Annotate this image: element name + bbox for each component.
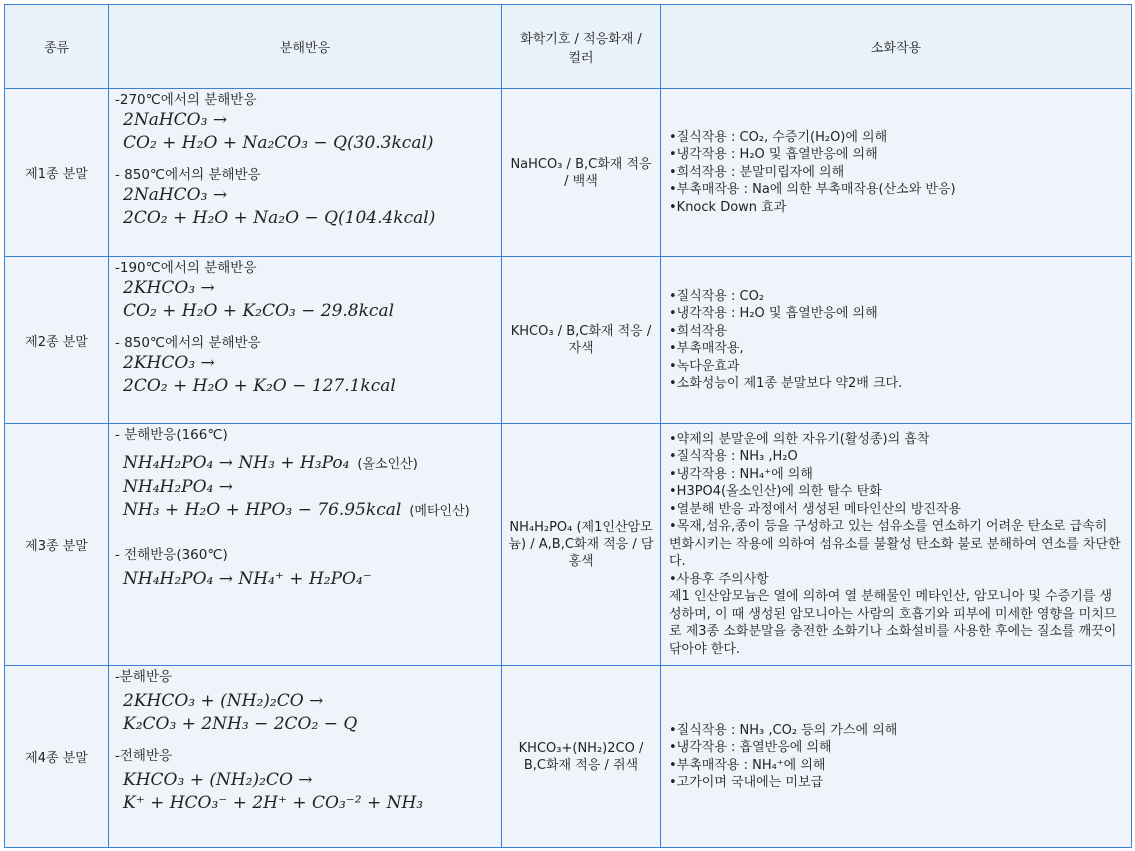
- equation: 2CO₂ + H₂O + K₂O − 127.1kcal: [123, 376, 396, 396]
- equation: NH₄H₂PO₄ →: [123, 477, 233, 497]
- effect-item: •질식작용 : CO₂, 수증기(H₂O)에 의해: [669, 129, 888, 145]
- effect-item: •H3PO4(올소인산)에 의한 탈수 탄화: [669, 484, 882, 500]
- equation: K₂CO₃ + 2NH₃ − 2CO₂ − Q: [123, 714, 358, 734]
- header-type: 종류: [5, 5, 109, 89]
- header-symbol: 화학기호 / 적응화재 / 컬러: [502, 5, 661, 89]
- effect-item: •질식작용 : NH₃ ,CO₂ 등의 가스에 의해: [669, 722, 898, 738]
- effect-cell: [661, 424, 1132, 666]
- effect-item: •부촉매작용,: [669, 341, 744, 356]
- effect-item: •고가이며 국내에는 미보급: [669, 775, 824, 790]
- table-row: [5, 666, 1132, 848]
- reaction-label: - 분해반응(166℃): [115, 427, 228, 443]
- reaction-label: -분해반응: [115, 669, 173, 685]
- equation: NH₄H₂PO₄ → NH₃ + H₃Po₄ (올소인산): [123, 453, 418, 473]
- effect-cell: [661, 257, 1132, 424]
- equation: CO₂ + H₂O + Na₂CO₃ − Q(30.3kcal): [123, 133, 434, 153]
- effect-item: •부촉매작용 : NH₄⁺에 의해: [669, 757, 826, 773]
- equation: KHCO₃ + (NH₂)₂CO →: [123, 770, 313, 790]
- reaction-label: - 850℃에서의 분해반응: [115, 335, 261, 351]
- effect-item: •냉각작용 : 흡열반응에 의해: [669, 740, 832, 755]
- reaction-cell: [109, 666, 502, 848]
- effect-item: •냉각작용 : H₂O 및 흡열반응에 의해: [669, 306, 878, 321]
- reaction-label: -전해반응: [115, 748, 173, 764]
- header-row: [5, 5, 1132, 89]
- reaction-label: -190℃에서의 분해반응: [115, 260, 257, 276]
- equation-note: (올소인산): [357, 457, 418, 472]
- reaction-cell: [109, 257, 502, 424]
- effect-item: •사용후 주의사항: [669, 571, 769, 587]
- reaction-cell: [109, 89, 502, 257]
- effect-item: •Knock Down 효과: [669, 199, 787, 215]
- type-cell: 제4종 분말: [5, 666, 109, 848]
- effect-cell: [661, 89, 1132, 257]
- equation: K⁺ + HCO₃⁻ + 2H⁺ + CO₃⁻² + NH₃: [123, 793, 424, 813]
- table-row: [5, 424, 1132, 666]
- effect-item: •희석작용: [669, 323, 727, 339]
- equation: 2KHCO₃ →: [123, 278, 215, 298]
- header-effect: 소화작용: [661, 5, 1132, 89]
- equation: NH₃ + H₂O + HPO₃ − 76.95kcal (메타인산): [123, 500, 470, 520]
- table-row: [5, 89, 1132, 257]
- effect-item: •부촉매작용 : Na에 의한 부촉매작용(산소와 반응): [669, 182, 956, 198]
- equation: 2CO₂ + H₂O + Na₂O − Q(104.4kcal): [123, 208, 436, 228]
- effect-item: •희석작용 : 분말미립자에 의해: [669, 164, 845, 180]
- reaction-label: - 전해반응(360℃): [115, 547, 228, 563]
- reaction-label: -270℃에서의 분해반응: [115, 92, 257, 108]
- type-cell: 제1종 분말: [5, 89, 109, 257]
- equation: 2KHCO₃ →: [123, 353, 215, 373]
- effect-item: •열분해 반응 과정에서 생성된 메타인산의 방진작용: [669, 501, 962, 517]
- type-cell: 제2종 분말: [5, 257, 109, 424]
- symbol-cell: NaHCO₃ / B,C화재 적응 / 백색: [502, 89, 661, 257]
- equation: 2NaHCO₃ →: [123, 185, 228, 205]
- symbol-cell: KHCO₃ / B,C화재 적응 / 자색: [502, 257, 661, 424]
- effect-item: •녹다운효과: [669, 358, 740, 374]
- effect-item: 제1 인산암모늄은 열에 의하여 열 분해물인 메타인산, 암모니아 및 수증기를 생성하며, 이 때 생성된 암모니아는 사람의 호흡기와 피부에 미세한 영향을 미치므로 제3종 소화분말을 충전한 소화기나 소화설비를 사용한 후에는 질소를 깨끗이 닦아야 한다.: [669, 589, 1117, 657]
- effect-item: •목재,섬유,종이 등을 구성하고 있는 섬유소를 연소하기 어려운 탄소로 급속히 변화시키는 작용에 의하여 섬유소를 불활성 탄소화 불로 분해하여 연소를 차단한다.: [669, 519, 1121, 570]
- equation: 2KHCO₃ + (NH₂)₂CO →: [123, 691, 324, 711]
- reaction-cell: [109, 424, 502, 666]
- equation: 2NaHCO₃ →: [123, 110, 228, 130]
- symbol-cell: NH₄H₂PO₄ (제1인산암모늄) / A,B,C화재 적응 / 담홍색: [502, 424, 661, 666]
- effect-item: •질식작용 : NH₃ ,H₂O: [669, 449, 798, 465]
- effect-cell: [661, 666, 1132, 848]
- effect-item: •냉각작용 : H₂O 및 흡열반응에 의해: [669, 147, 878, 163]
- effect-item: •냉각작용 : NH₄⁺에 의해: [669, 466, 813, 482]
- fire-extinguishing-powder-table: [4, 4, 1132, 848]
- reaction-label: - 850℃에서의 분해반응: [115, 167, 261, 183]
- effect-item: •질식작용 : CO₂: [669, 288, 765, 304]
- equation-note: (메타인산): [409, 504, 470, 519]
- table-row: [5, 257, 1132, 424]
- symbol-cell: KHCO₃+(NH₂)2CO / B,C화재 적응 / 쥐색: [502, 666, 661, 848]
- equation: NH₄H₂PO₄ → NH₄⁺ + H₂PO₄⁻: [123, 569, 372, 589]
- type-cell: 제3종 분말: [5, 424, 109, 666]
- effect-item: •약제의 분말운에 의한 자유기(활성종)의 흡착: [669, 431, 930, 447]
- header-reaction: 분해반응: [109, 5, 502, 89]
- effect-item: •소화성능이 제1종 분말보다 약2배 크다.: [669, 376, 903, 391]
- equation: CO₂ + H₂O + K₂CO₃ − 29.8kcal: [123, 301, 395, 321]
